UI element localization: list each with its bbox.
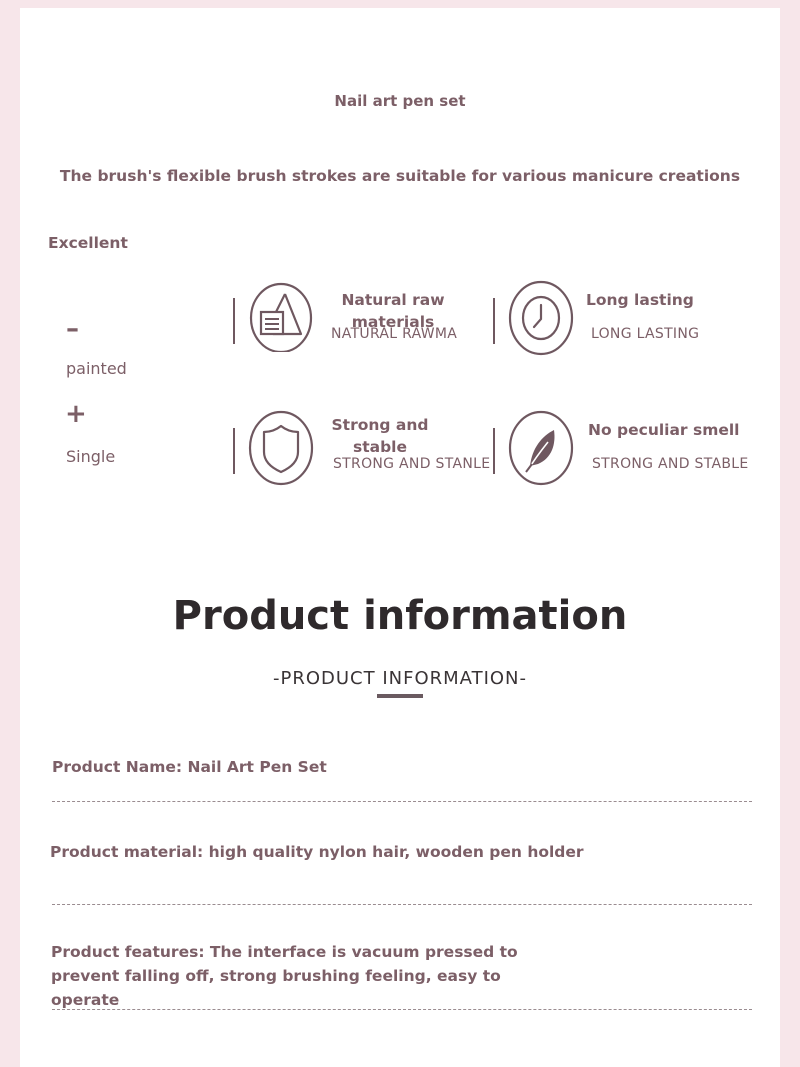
feature-subtitle: STRONG AND STANLE (333, 456, 491, 472)
title-underline (377, 694, 423, 698)
feature-title: Strong and stable (331, 416, 429, 456)
divider-bar (233, 428, 235, 474)
leaf-icon (508, 408, 574, 486)
product-features-row: Product features: The interface is vacuum pressed to prevent falling off, strong brushing feeling, easy to operate (51, 943, 518, 1009)
shield-icon (248, 408, 314, 486)
divider-bar (233, 298, 235, 344)
product-info-title: Product information (172, 593, 628, 639)
divider-bar (493, 428, 495, 474)
page-header-title: Nail art pen set (334, 92, 466, 110)
feature-title: Natural raw materials (341, 291, 445, 331)
feature-subtitle: STRONG AND STABLE (592, 456, 749, 472)
plus-icon: + (65, 399, 87, 429)
clock-icon (508, 278, 574, 356)
dashed-divider (52, 1009, 752, 1010)
excellent-label: Excellent (48, 234, 128, 252)
dashed-divider (52, 801, 752, 802)
product-name-row: Product Name: Nail Art Pen Set (52, 758, 327, 776)
divider-bar (493, 298, 495, 344)
product-material-row: Product material: high quality nylon hair, wooden pen holder (50, 843, 584, 861)
feature-title: Long lasting (586, 291, 694, 309)
product-info-subtitle: -PRODUCT INFORMATION- (272, 668, 528, 689)
page-card (20, 8, 780, 1067)
feature-subtitle: LONG LASTING (591, 326, 700, 342)
feature-subtitle: NATURAL RAWMA (331, 326, 458, 342)
triangle-document-icon (249, 278, 313, 352)
minus-icon: – (66, 314, 79, 344)
page-header-subtitle: The brush's flexible brush strokes are suitable for various manicure creations (59, 167, 741, 185)
dashed-divider (52, 904, 752, 905)
single-label: Single (66, 447, 116, 466)
painted-label: painted (66, 359, 127, 378)
feature-title: No peculiar smell (588, 421, 740, 439)
